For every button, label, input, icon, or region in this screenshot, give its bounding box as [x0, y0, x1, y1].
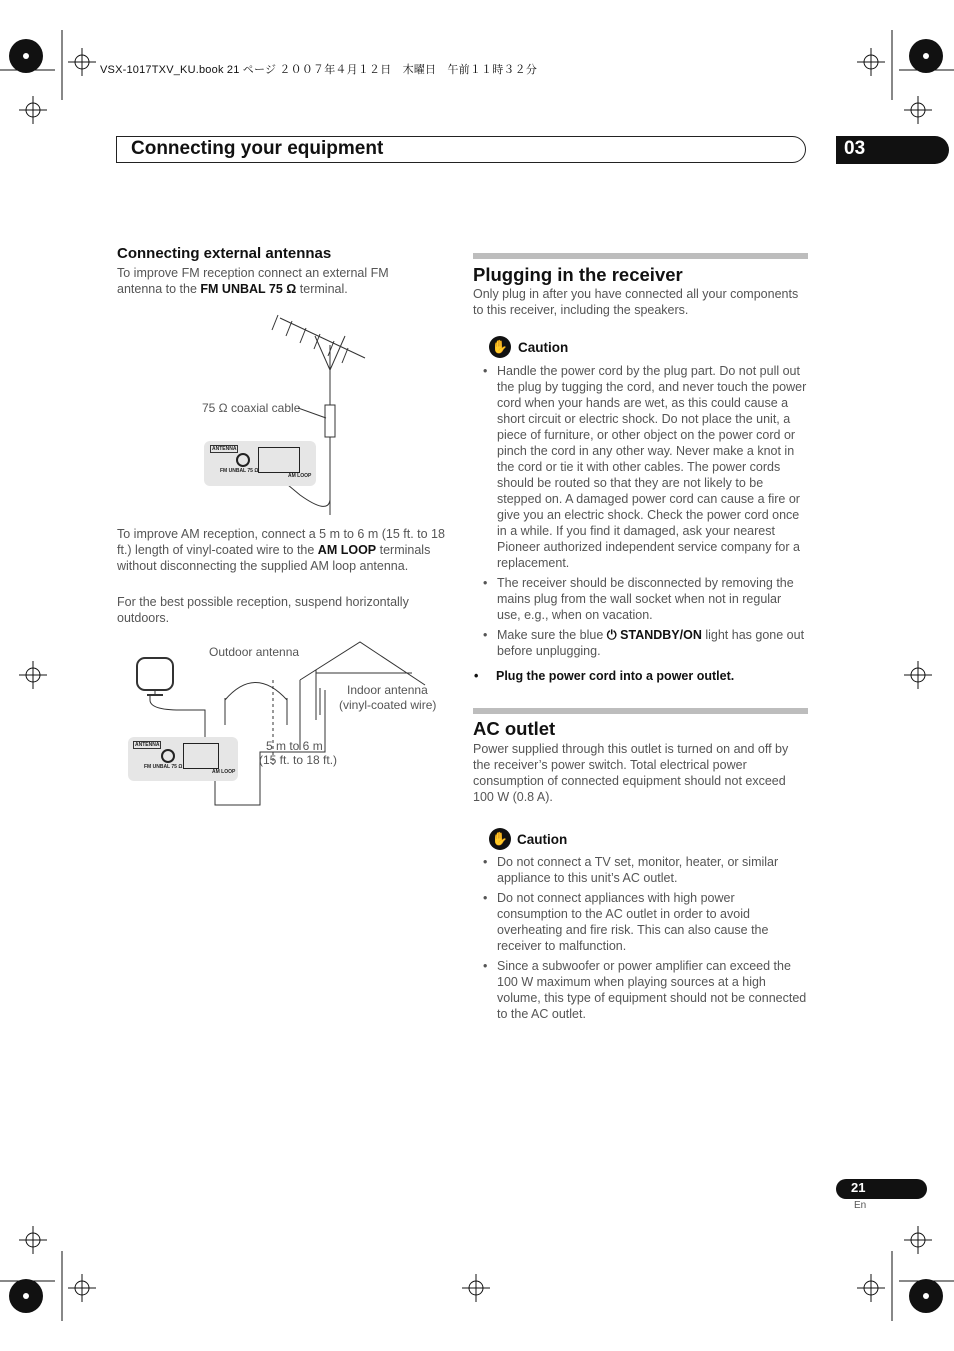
list-item: • Do not connect a TV set, monitor, heater, or similar appliance to this unit’s AC outlet. [483, 854, 807, 886]
list-item: • Since a subwoofer or power amplifier can exceed the 100 W maximum when playing sources at a high volume, this type of equipment should not be connected to the AC outlet. [483, 958, 807, 1022]
am-terminal-icon [258, 447, 300, 473]
am-instructions: To improve AM reception, connect a 5 m to 6 m (15 ft. to 18 ft.) length of vinyl-coated wire to the AM LOOP terminals without disconnecting the supplied AM loop antenna. [117, 527, 445, 573]
plugging-caution-label: Caution [518, 340, 569, 355]
length-imperial-label: (15 ft. to 18 ft.) [259, 753, 338, 767]
panel-am-label: AM LOOP [212, 769, 236, 775]
step-bullet: • [474, 669, 479, 683]
cable-leader [298, 406, 328, 420]
am-antenna-diagram [120, 640, 450, 810]
am-terminal-icon [183, 743, 219, 769]
receiver-panel-fm [204, 441, 316, 486]
fm-antenna-diagram [200, 310, 370, 520]
fm-jack-icon [236, 453, 250, 467]
hand-caution-icon: ✋ [489, 336, 511, 358]
indoor-antenna-label: Indoor antenna [347, 683, 428, 697]
outdoor-antenna-label: Outdoor antenna [209, 645, 300, 659]
ac-rule [473, 708, 808, 714]
page-number-tab [836, 1179, 927, 1199]
list-item: • Make sure the blue ⏻ STANDBY/ON light has gone out before unplugging. [483, 627, 807, 659]
list-item: • Handle the power cord by the plug part. Do not pull out the plug by tugging the cord, and never touch the power cord when your hands are wet, as this could cause a short circuit or electric shock. Do not place the unit, a piece of furniture, or other object on the power cord or pinch the cord in any other way. Never make a knot in the cord or tie it with other cables. The power cords should be routed so that they are not likely to be stepped on. A damaged power cord can cause a fire or give you an electric shock. Check the power cord once in a while. If you find it damaged, ask your nearest Pioneer authorized independent service company for a replacement. [483, 363, 807, 571]
fm-jack-icon [161, 749, 175, 763]
chapter-tab [836, 136, 949, 164]
length-metric-label: 5 m to 6 m [266, 739, 323, 753]
ac-heading: AC outlet [473, 718, 556, 739]
best-reception-text: For the best possible reception, suspend horizontally outdoors. [117, 595, 409, 625]
plugging-caution-list [483, 363, 807, 663]
list-item: • Do not connect appliances with high power consumption to the AC outlet in order to avoid overheating and fire risk. This can also cause the receiver to malfunction. [483, 890, 807, 954]
chapter-number: 03 [844, 138, 866, 159]
ac-caution-list [483, 854, 807, 1026]
list-item: • The receiver should be disconnected by removing the mains plug from the wall socket when not in regular use, e.g., when on vacation. [483, 575, 807, 623]
plugging-rule [473, 253, 808, 259]
plugging-intro: Only plug in after you have connected all your components to this receiver, including the speakers. [473, 287, 799, 317]
vinyl-wire-label: (vinyl-coated wire) [339, 698, 437, 712]
coaxial-cable-label: 75 Ω coaxial cable [202, 401, 301, 415]
print-header: VSX-1017TXV_KU.book 21 ページ ２００７年４月１２日 木曜日 午前１１時３２分 [100, 64, 538, 76]
section-title: Connecting your equipment [131, 138, 384, 159]
plugging-heading: Plugging in the receiver [473, 264, 683, 285]
panel-antenna-label: ANTENNA [135, 742, 160, 748]
ac-caution-label: Caution [517, 832, 568, 847]
antennas-heading: Connecting external antennas [117, 245, 332, 262]
panel-am-label: AM LOOP [288, 473, 312, 479]
section-title-bar [116, 136, 806, 163]
fm-intro: To improve FM reception connect an external FM antenna to the FM UNBAL 75 Ω terminal. [117, 266, 389, 296]
language-label: En [854, 1200, 867, 1211]
receiver-panel-am [128, 737, 238, 781]
panel-antenna-label: ANTENNA [212, 446, 237, 452]
page-number: 21 [851, 1180, 866, 1195]
panel-fm-label: FM UNBAL 75 Ω [220, 468, 259, 474]
panel-fm-label: FM UNBAL 75 Ω [144, 764, 183, 770]
ac-intro: Power supplied through this outlet is turned on and off by the receiver’s power switch. Total electrical power consumption of connected equipment should not exceed 100 W (0.8 A). [473, 742, 789, 804]
hand-caution-icon: ✋ [489, 828, 511, 850]
plug-step: Plug the power cord into a power outlet. [496, 669, 735, 683]
